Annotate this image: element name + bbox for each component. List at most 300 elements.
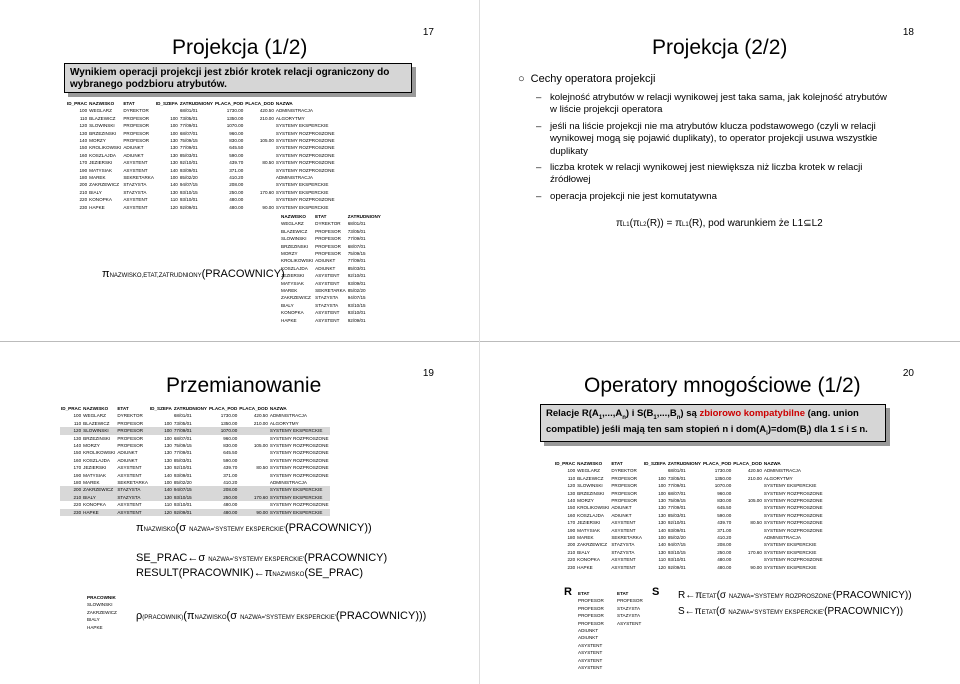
- table-cell: HAPKE: [281, 317, 297, 323]
- table-cell: 140: [79, 138, 88, 144]
- table-cell: [732, 504, 763, 511]
- table-cell: [732, 490, 763, 497]
- table-cell: SYSTEMY ROZPROSZONE: [275, 130, 335, 136]
- table-cell: BRZEZINSKI: [281, 243, 309, 249]
- table-cell: MORZY: [577, 498, 594, 504]
- table-cell: SYSTEMY ROZPROSZONE: [269, 465, 329, 471]
- table-cell: 100: [658, 535, 666, 541]
- table-cell: 85/03/01: [179, 152, 198, 158]
- relation-r-label: R: [564, 586, 572, 598]
- column-header: NAZWISKO: [83, 406, 109, 411]
- table-cell: STAZYSTA: [617, 605, 641, 611]
- table-cell: MORZY: [83, 443, 100, 449]
- bullet-item: – kolejność atrybutów w relacji wynikowej jest taka sama, jak kolejność atrybutów w liście projekcji operatora: [536, 92, 887, 116]
- table-cell: 130: [567, 490, 576, 496]
- rename-formula-1: πNAZWISKO(σ NAZWA='SYSTEMY EKSPERCKIE'(PRACOWNICY)): [136, 522, 372, 534]
- table-row: [60, 494, 330, 501]
- table-cell: SYSTEMY ROZPROSZONE: [269, 472, 329, 478]
- table-header-row: [86, 594, 118, 601]
- column-header: NAZWISKO: [89, 101, 115, 106]
- table-row: [60, 412, 330, 419]
- table-row: [616, 605, 644, 612]
- table-cell: KONOPKA: [577, 557, 600, 563]
- table-cell: SYSTEMY EKSPERCKIE: [763, 542, 817, 548]
- table-cell: 77/09/01: [347, 258, 366, 264]
- table-cell: MAREK: [577, 535, 594, 541]
- table-cell: 73/05/01: [173, 420, 192, 426]
- slide-19: [0, 342, 480, 684]
- table-cell: 130: [658, 498, 666, 504]
- table-cell: 92/09/01: [667, 564, 686, 570]
- table-cell: 480.00: [229, 197, 244, 203]
- table-row: [86, 616, 118, 623]
- table-row: [280, 235, 382, 242]
- column-header: ZATRUDNIONY: [179, 101, 213, 106]
- table-header-row: [66, 100, 336, 107]
- table-cell: 120: [658, 564, 666, 570]
- table-cell: MATYSIAK: [281, 280, 304, 286]
- table-header-row: [554, 460, 824, 467]
- table-cell: SEKRETARKA: [315, 288, 346, 294]
- table-cell: 93/09/01: [179, 167, 198, 173]
- table-cell: ASYSTENT: [123, 197, 148, 203]
- table-cell: SYSTEMY EKSPERCKIE: [269, 494, 330, 501]
- table-row: [66, 167, 336, 174]
- table-cell: 68/07/01: [173, 435, 192, 441]
- table-cell: BIALY: [87, 617, 100, 623]
- table-row: [280, 302, 382, 309]
- table-cell: [244, 122, 275, 129]
- table-header-row: [616, 590, 644, 597]
- table-cell: ADIUNKT: [578, 635, 599, 641]
- table-cell: 77/09/01: [173, 450, 192, 456]
- table-cell: 645.50: [223, 450, 238, 456]
- table-cell: STAZYSTA: [123, 189, 147, 195]
- table-cell: 170: [567, 520, 576, 526]
- table-cell: 140: [658, 542, 666, 548]
- table-cell: [732, 527, 763, 534]
- column-header: ETAT: [578, 591, 590, 596]
- table-cell: 590.00: [229, 152, 244, 158]
- table-cell: 92/09/01: [179, 204, 198, 210]
- table-cell: SEKRETARKA: [611, 535, 642, 541]
- table-cell: [238, 449, 269, 456]
- table-cell: 100: [164, 435, 172, 441]
- rename-formula-2: SE_PRAC←σ NAZWA='SYSTEMY EKSPERCKIE'(PRACOWNICY): [136, 552, 388, 564]
- table-row: [66, 196, 336, 203]
- table-cell: 140: [149, 486, 173, 493]
- table-cell: 93/10/01: [179, 197, 198, 203]
- projection-result-table: [280, 213, 382, 324]
- table-cell: 170.60: [747, 549, 762, 555]
- table-cell: PROFESOR: [123, 138, 150, 144]
- table-cell: 200: [79, 182, 88, 188]
- table-cell: 110: [164, 502, 172, 508]
- table-cell: ASYSTENT: [611, 557, 636, 563]
- table-cell: ALGORYTMY: [269, 420, 299, 426]
- table-cell: BRZEZINSKI: [89, 130, 117, 136]
- table-cell: 1350.00: [226, 115, 244, 121]
- table-row: [66, 144, 336, 151]
- table-cell: [238, 479, 269, 486]
- formula-s: S←πETAT(σ NAZWA='SYSTEMY EKSPERCKIE'(PRACOWNICY)): [678, 606, 904, 617]
- table-cell: 77/09/01: [173, 427, 208, 434]
- table-cell: 92/10/01: [347, 273, 366, 279]
- table-cell: KROLIKOWSKI: [577, 505, 610, 511]
- table-cell: BLAZEWICZ: [577, 475, 604, 481]
- table-cell: 68/01/01: [667, 468, 686, 474]
- table-cell: ASYSTENT: [315, 280, 340, 286]
- table-cell: PROFESOR: [116, 427, 149, 434]
- table-cell: 220: [73, 502, 82, 508]
- page-number: 18: [902, 27, 914, 38]
- table-cell: ADIUNKT: [117, 450, 138, 456]
- table-cell: 210.00: [259, 115, 274, 121]
- table-cell: 1350.00: [220, 420, 238, 426]
- column-header: NAZWISKO: [281, 214, 307, 219]
- table-cell: ASYSTENT: [117, 472, 142, 478]
- table-cell: 130: [149, 494, 173, 501]
- table-cell: [238, 435, 269, 442]
- table-cell: 140: [567, 498, 576, 504]
- table-cell: ADMINISTRACJA: [763, 535, 801, 541]
- table-row: [554, 519, 824, 526]
- column-header: PLACA_DOD: [733, 461, 762, 466]
- column-header: NAZWA: [275, 101, 293, 106]
- table-cell: 93/10/01: [667, 557, 686, 563]
- table-cell: ZAKRZEWICZ: [82, 486, 116, 493]
- table-cell: [732, 556, 763, 563]
- table-row: [280, 220, 382, 227]
- table-cell: 93/10/15: [173, 494, 208, 501]
- table-cell: 75/09/15: [179, 138, 198, 144]
- pracownicy-table: [60, 405, 330, 516]
- table-cell: [643, 467, 667, 474]
- table-cell: 130: [170, 189, 178, 195]
- table-cell: 92/10/01: [667, 520, 686, 526]
- table-cell: PROFESOR: [315, 236, 341, 242]
- table-cell: 100: [170, 123, 178, 129]
- table-cell: 140: [164, 472, 172, 478]
- slide-title: Operatory mnogościowe (1/2): [584, 374, 861, 397]
- table-row: [577, 642, 605, 649]
- table-row: [60, 472, 330, 479]
- table-cell: KOSZLAJDA: [83, 457, 110, 463]
- column-header: PLACA_DOD: [245, 101, 274, 106]
- table-cell: BRZEZINSKI: [577, 490, 605, 496]
- table-cell: BIALY: [577, 549, 590, 555]
- table-row: [60, 509, 330, 516]
- table-cell: PROFESOR: [315, 243, 341, 249]
- table-cell: WEGLARZ: [83, 413, 106, 419]
- column-header: NAZWA: [763, 461, 781, 466]
- table-cell: 160: [567, 512, 576, 518]
- table-cell: JEZIERSKI: [577, 520, 601, 526]
- table-cell: 94/07/15: [179, 182, 198, 188]
- slide-title: Projekcja (1/2): [172, 36, 308, 59]
- pracownicy-table: [66, 100, 336, 211]
- table-cell: 170.60: [259, 189, 274, 195]
- column-header: PLACA_POD: [208, 406, 238, 411]
- table-cell: ASYSTENT: [117, 465, 142, 471]
- table-cell: 85/02/20: [347, 288, 366, 294]
- table-cell: MORZY: [89, 138, 106, 144]
- table-cell: 68/07/01: [179, 130, 198, 136]
- table-cell: 140: [170, 182, 178, 188]
- table-cell: 130: [170, 160, 178, 166]
- table-cell: KOSZLAJDA: [89, 152, 116, 158]
- table-cell: STAZYSTA: [611, 542, 635, 548]
- formula-r: R←πETAT(σ NAZWA='SYSTEMY ROZPROSZONE'(PRACOWNICY)): [678, 590, 912, 601]
- table-cell: HAPKE: [82, 509, 116, 516]
- table-cell: 420.50: [253, 413, 268, 419]
- table-row: [66, 174, 336, 181]
- column-header: ID_PRAC: [61, 406, 82, 411]
- table-cell: 110: [658, 557, 666, 563]
- column-header: ETAT: [617, 591, 629, 596]
- table-cell: 220: [79, 197, 88, 203]
- table-cell: 92/09/01: [173, 509, 208, 516]
- table-cell: 220: [567, 557, 576, 563]
- table-cell: SYSTEMY EKSPERCKIE: [763, 549, 817, 555]
- column-header: NAZWISKO: [577, 461, 603, 466]
- table-cell: ASYSTENT: [611, 564, 636, 570]
- table-cell: SYSTEMY EKSPERCKIE: [275, 204, 329, 210]
- table-cell: 100: [658, 483, 666, 489]
- table-cell: HAPKE: [87, 624, 103, 630]
- table-cell: 110: [79, 115, 88, 121]
- table-cell: 100: [149, 427, 173, 434]
- table-cell: 371.00: [223, 472, 238, 478]
- table-cell: [244, 167, 275, 174]
- table-row: [280, 309, 382, 316]
- table-cell: 100: [658, 490, 666, 496]
- column-header: ID_PRAC: [555, 461, 576, 466]
- table-cell: ADIUNKT: [611, 512, 632, 518]
- table-cell: [244, 174, 275, 181]
- commutativity-formula: πL1(πL2(R)) = πL1(R), pod warunkiem że L1⊆L2: [616, 218, 823, 229]
- table-cell: 130: [73, 435, 82, 441]
- table-cell: STAZYSTA: [315, 295, 339, 301]
- table-cell: ZAKRZEWICZ: [577, 542, 608, 548]
- table-row: [577, 605, 605, 612]
- table-cell: 130: [658, 512, 666, 518]
- table-cell: 1730.00: [226, 108, 244, 114]
- table-cell: MAREK: [281, 288, 298, 294]
- bullet-main: ○ Cechy operatora projekcji: [518, 73, 656, 85]
- table-cell: 645.50: [229, 145, 244, 151]
- table-cell: MAREK: [83, 480, 100, 486]
- table-cell: 210: [79, 189, 88, 195]
- column-header: ETAT: [123, 101, 135, 106]
- table-cell: 130: [164, 443, 172, 449]
- table-cell: WEGLARZ: [281, 221, 304, 227]
- table-cell: 480.00: [717, 557, 732, 563]
- table-cell: STAZYSTA: [617, 613, 641, 619]
- table-cell: SEKRETARKA: [117, 480, 148, 486]
- table-row: [66, 152, 336, 159]
- table-cell: BRZEZINSKI: [83, 435, 111, 441]
- table-cell: ASYSTENT: [116, 509, 149, 516]
- table-cell: SYSTEMY EKSPERCKIE: [269, 509, 330, 516]
- table-cell: 75/09/15: [347, 251, 366, 257]
- table-cell: 180: [73, 480, 82, 486]
- table-cell: ASYSTENT: [617, 620, 642, 626]
- column-header: ETAT: [117, 406, 129, 411]
- table-cell: 68/01/01: [173, 413, 192, 419]
- table-cell: ADMINISTRACJA: [763, 468, 801, 474]
- table-cell: PROFESOR: [611, 483, 638, 489]
- table-row: [577, 620, 605, 627]
- table-cell: PROFESOR: [578, 605, 604, 611]
- table-cell: WEGLARZ: [89, 108, 112, 114]
- table-row: [66, 122, 336, 129]
- table-row: [554, 490, 824, 497]
- table-cell: SYSTEMY ROZPROSZONE: [763, 527, 823, 533]
- table-cell: 208.00: [208, 486, 238, 493]
- table-cell: SYSTEMY EKSPERCKIE: [275, 123, 329, 129]
- column-header: NAZWA: [269, 406, 287, 411]
- bullet-item: – liczba krotek w relacji wynikowej jest niewiększa niż liczba krotek w relacji źródłowej: [536, 162, 863, 186]
- table-cell: 1730.00: [220, 413, 238, 419]
- table-cell: PROFESOR: [578, 598, 604, 604]
- table-cell: 420.50: [259, 108, 274, 114]
- table-cell: BLAZEWICZ: [281, 228, 308, 234]
- table-cell: 85/03/01: [347, 265, 366, 271]
- page-number: 19: [422, 368, 434, 379]
- table-cell: DYREKTOR: [123, 108, 149, 114]
- table-cell: [244, 144, 275, 151]
- column-header: ZATRUDNIONY: [667, 461, 701, 466]
- table-cell: 830.00: [223, 443, 238, 449]
- table-cell: SYSTEMY ROZPROSZONE: [275, 160, 335, 166]
- table-cell: KROLIKOWSKI: [89, 145, 122, 151]
- table-cell: 590.00: [717, 512, 732, 518]
- table-cell: SYSTEMY ROZPROSZONE: [763, 557, 823, 563]
- table-row: [60, 449, 330, 456]
- table-cell: 170: [79, 160, 88, 166]
- main-table-container: [66, 100, 336, 211]
- table-row: [66, 204, 336, 211]
- table-cell: 180: [79, 175, 88, 181]
- table-cell: BIALY: [89, 189, 102, 195]
- table-row: [66, 181, 336, 188]
- table-cell: STAZYSTA: [611, 549, 635, 555]
- column-header: ID_SZEFA: [149, 406, 172, 411]
- table-cell: ASYSTENT: [315, 310, 340, 316]
- table-cell: STAZYSTA: [116, 486, 149, 493]
- relation-r-table: [577, 590, 605, 671]
- table-cell: 110: [73, 420, 82, 426]
- table-cell: ADIUNKT: [315, 265, 336, 271]
- table-cell: PROFESOR: [315, 251, 341, 257]
- table-cell: 140: [658, 527, 666, 533]
- table-row: [554, 564, 824, 571]
- table-cell: 100: [73, 413, 82, 419]
- table-cell: 410.20: [229, 175, 244, 181]
- table-cell: 230: [60, 509, 82, 516]
- table-row: [66, 107, 336, 114]
- table-cell: ALGORYTMY: [275, 115, 305, 121]
- page-number: 17: [422, 27, 434, 38]
- table-cell: 100: [170, 130, 178, 136]
- table-cell: 130: [79, 130, 88, 136]
- column-header: PLACA_POD: [214, 101, 244, 106]
- table-cell: 200: [60, 486, 82, 493]
- table-cell: 200: [567, 542, 576, 548]
- table-cell: KONOPKA: [281, 310, 304, 316]
- table-cell: 77/09/01: [667, 483, 686, 489]
- table-row: [66, 159, 336, 166]
- relation-s-container: [616, 590, 644, 627]
- table-cell: BLAZEWICZ: [89, 115, 116, 121]
- table-cell: 150: [567, 505, 576, 511]
- table-cell: SEKRETARKA: [123, 175, 154, 181]
- table-row: [60, 479, 330, 486]
- relation-s-label: S: [652, 586, 660, 598]
- slide-title: Projekcja (2/2): [652, 36, 788, 59]
- table-cell: 105.00: [253, 443, 268, 449]
- table-cell: SYSTEMY EKSPERCKIE: [269, 486, 330, 493]
- table-cell: SLOWINSKI: [82, 427, 116, 434]
- table-cell: ADIUNKT: [611, 505, 632, 511]
- table-cell: 140: [73, 443, 82, 449]
- table-cell: 1070.00: [208, 427, 238, 434]
- table-cell: 85/03/01: [173, 457, 192, 463]
- table-cell: KROLIKOWSKI: [281, 258, 314, 264]
- table-cell: SYSTEMY ROZPROSZONE: [275, 197, 335, 203]
- table-header-row: [280, 213, 382, 220]
- table-row: [577, 634, 605, 641]
- table-cell: 94/07/15: [173, 486, 208, 493]
- table-cell: SYSTEMY ROZPROSZONE: [275, 138, 335, 144]
- table-cell: 1070.00: [226, 123, 244, 129]
- table-cell: PROFESOR: [117, 435, 144, 441]
- table-cell: 830.00: [229, 138, 244, 144]
- table-cell: 1350.00: [714, 475, 732, 481]
- projection-table-container: [280, 213, 382, 324]
- table-row: [60, 464, 330, 471]
- table-cell: 75/09/15: [173, 443, 192, 449]
- table-row: [280, 250, 382, 257]
- table-row: [60, 457, 330, 464]
- rename-formula-4: ρ(PRACOWNIK)(πNAZWISKO(σ NAZWA='SYSTEMY EKSPERCKIE'(PRACOWNICY))): [136, 610, 427, 622]
- table-cell: ASYSTENT: [117, 502, 142, 508]
- bullet-item: – jeśli na liście projekcji nie ma atrybutów klucza podstawowego (czyli w relacji wynikowej mogą się pojawić duplikaty), to operator projekcji usuwa wszystkie duplikaty: [536, 120, 878, 157]
- table-cell: KONOPKA: [83, 502, 106, 508]
- table-cell: ASYSTENT: [123, 204, 148, 210]
- table-row: [60, 427, 330, 434]
- table-cell: [732, 534, 763, 541]
- table-cell: PROFESOR: [578, 620, 604, 626]
- table-cell: MATYSIAK: [577, 527, 601, 533]
- table-cell: KROLIKOWSKI: [83, 450, 116, 456]
- table-cell: PROFESOR: [117, 443, 144, 449]
- table-cell: [238, 427, 269, 434]
- table-cell: 92/09/01: [347, 317, 366, 323]
- table-cell: 68/07/01: [667, 490, 686, 496]
- table-cell: 130: [658, 520, 666, 526]
- table-cell: 93/10/15: [667, 549, 686, 555]
- table-cell: ADIUNKT: [315, 258, 336, 264]
- table-row: [280, 243, 382, 250]
- table-cell: STAZYSTA: [315, 302, 339, 308]
- table-cell: PROFESOR: [617, 598, 643, 604]
- table-cell: 250.00: [717, 549, 732, 555]
- table-cell: [732, 512, 763, 519]
- table-cell: SLOWINSKI: [577, 483, 603, 489]
- table-cell: 830.00: [717, 498, 732, 504]
